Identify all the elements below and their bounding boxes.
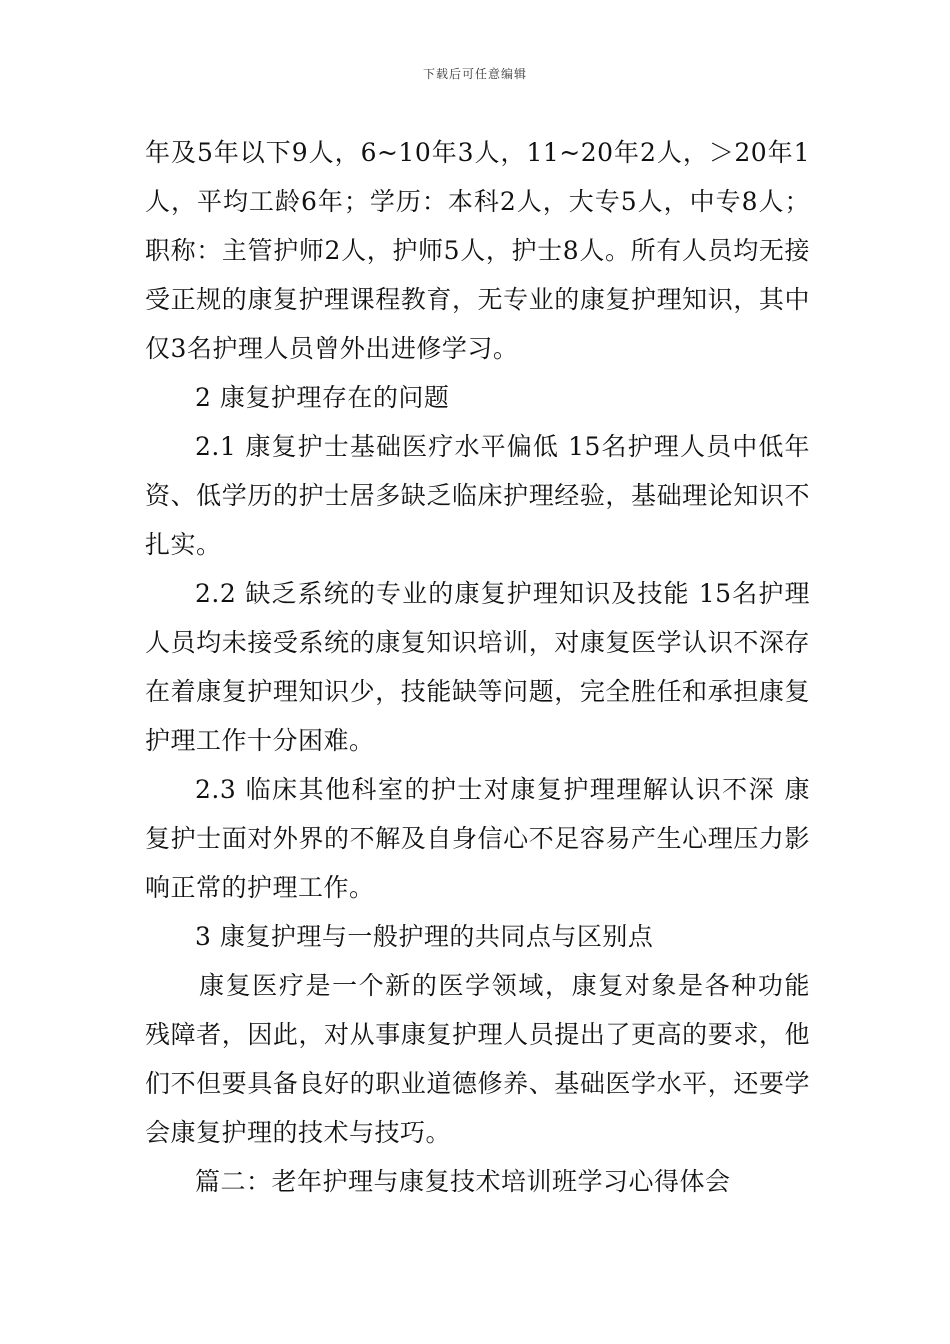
chapter-heading-part-two: 篇二：老年护理与康复技术培训班学习心得体会 — [195, 1167, 731, 1196]
paragraph-2-1: 2.1 康复护士基础医疗水平偏低 15名护理人员中低年资、低学历的护士居多缺乏临床护理经验，基础理论知识不扎实。 — [145, 432, 810, 559]
paragraph-2-2: 2.2 缺乏系统的专业的康复护理知识及技能 15名护理人员均未接受系统的康复知识培训，对康复医学认识不深存在着康复护理知识少，技能缺等问题，完全胜任和承担康复护理工作十分困难。 — [145, 579, 810, 755]
header-note: 下载后可任意编辑 — [422, 67, 527, 81]
paragraph-staff-stats: 年及5年以下9人，6~10年3人，11~20年2人，＞20年1人，平均工龄6年；学历：本科2人，大专5人，中专8人；职称：主管护师2人，护师5人，护士8人。所有人员均无接受正规的康复护理课程教育，无专业的康复护理知识，其中仅3名护理人员曾外出进修学习。 — [145, 138, 810, 363]
section-heading-problems: 2 康复护理存在的问题 — [195, 383, 450, 412]
section-heading-comparison: 3 康复护理与一般护理的共同点与区别点 — [195, 922, 654, 951]
paragraph-rehab-medicine: 康复医疗是一个新的医学领域，康复对象是各种功能残障者，因此，对从事康复护理人员提出了更高的要求，他们不但要具备良好的职业道德修养、基础医学水平，还要学会康复护理的技术与技巧。 — [145, 971, 810, 1147]
paragraph-2-3: 2.3 临床其他科室的护士对康复护理理解认识不深 康复护士面对外界的不解及自身信心不足容易产生心理压力影响正常的护理工作。 — [145, 775, 810, 902]
document-body — [145, 128, 810, 1206]
